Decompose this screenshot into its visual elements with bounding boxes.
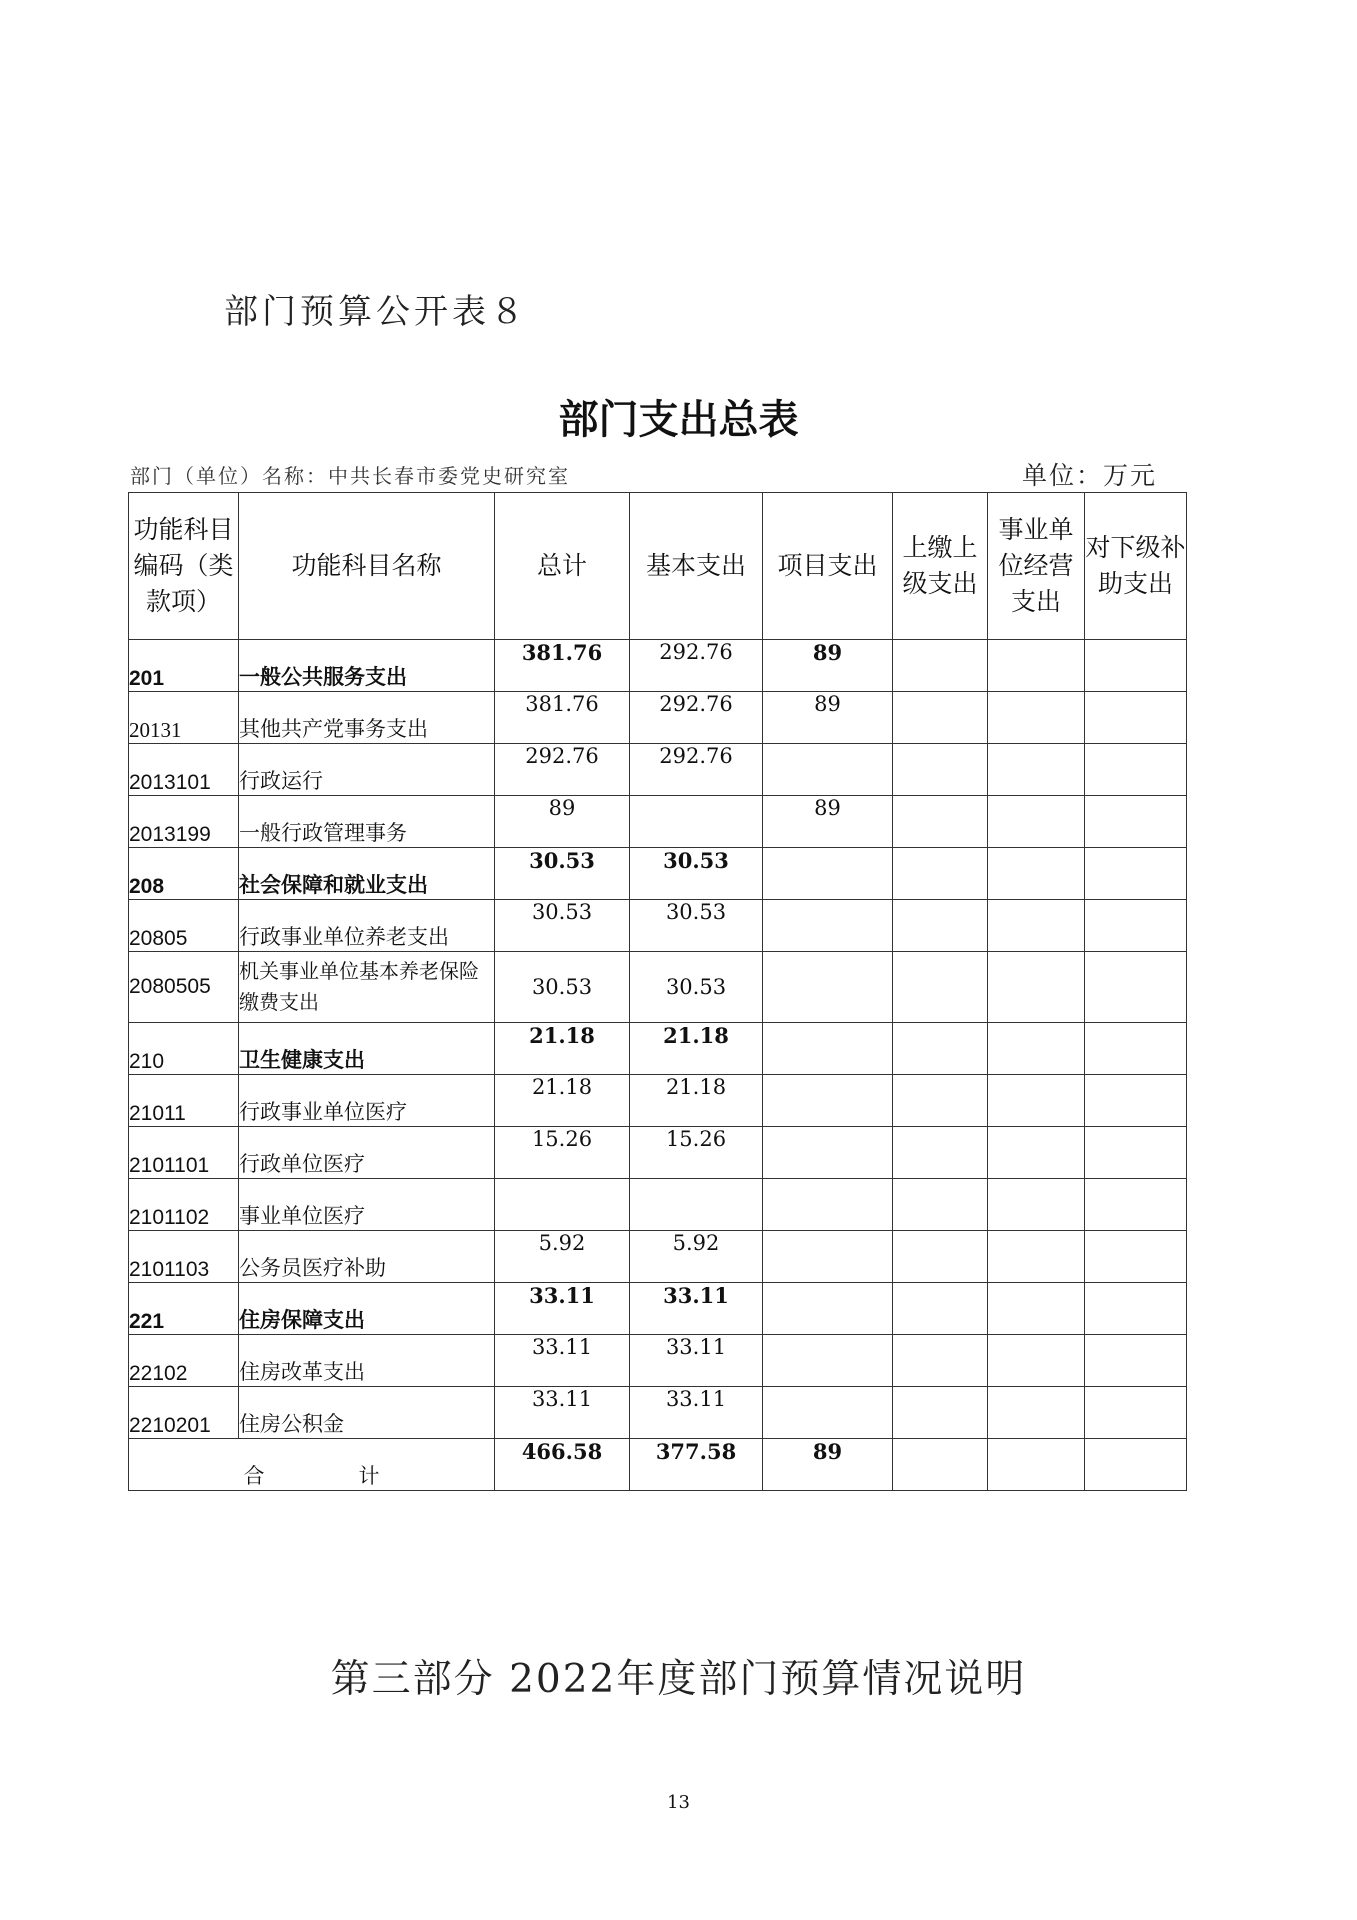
row-basic: 15.26 [630,1127,763,1179]
row-subsidy [1085,1179,1187,1231]
row-code: 2101103 [129,1231,239,1283]
row-upper [893,1387,988,1439]
row-project [763,1387,893,1439]
row-upper [893,952,988,1023]
row-total: 30.53 [495,848,630,900]
row-subsidy [1085,1283,1187,1335]
table-row [129,1231,1187,1283]
row-basic [630,1179,763,1231]
total-label-a: 合 [243,1464,265,1488]
row-total: 15.26 [495,1127,630,1179]
row-project [763,1127,893,1179]
row-name: 行政事业单位养老支出 [239,900,495,952]
row-subsidy [1085,692,1187,744]
row-upper [893,1231,988,1283]
row-project [763,744,893,796]
row-code: 201 [129,640,239,692]
row-subsidy [1085,900,1187,952]
row-name: 社会保障和就业支出 [239,848,495,900]
row-subsidy [1085,848,1187,900]
section-title: 第三部分 2022年度部门预算情况说明 [330,1657,1027,1702]
row-business [988,1387,1085,1439]
row-subsidy [1085,1127,1187,1179]
row-business [988,692,1085,744]
table-row [129,952,1187,1023]
row-project [763,952,893,1023]
row-project: 89 [763,796,893,848]
row-name: 行政单位医疗 [239,1127,495,1179]
row-subsidy [1085,1387,1187,1439]
row-project [763,1335,893,1387]
row-upper [893,900,988,952]
total-business [988,1439,1085,1491]
table-header-row [129,493,1187,640]
row-total [495,1179,630,1231]
table-row [129,1335,1187,1387]
total-label-b: 计 [358,1464,380,1488]
row-total: 33.11 [495,1283,630,1335]
header-business: 事业单位经营支出 [988,493,1085,640]
table-row [129,692,1187,744]
table-row [129,1075,1187,1127]
row-upper [893,1127,988,1179]
document-label: 部门预算公开表８ [224,292,528,332]
row-upper [893,692,988,744]
row-upper [893,1179,988,1231]
row-code: 20131 [129,692,239,744]
row-upper [893,1335,988,1387]
row-name: 事业单位医疗 [239,1179,495,1231]
row-code: 21011 [129,1075,239,1127]
header-upper: 上缴上级支出 [893,493,988,640]
department-name: 部门（单位）名称：中共长春市委党史研究室 [130,464,570,488]
row-code: 2101102 [129,1179,239,1231]
row-code: 210 [129,1023,239,1075]
row-basic: 30.53 [630,900,763,952]
table-row [129,900,1187,952]
row-basic [630,796,763,848]
row-project [763,848,893,900]
row-basic: 21.18 [630,1023,763,1075]
row-subsidy [1085,744,1187,796]
header-total: 总计 [495,493,630,640]
row-business [988,640,1085,692]
row-total: 292.76 [495,744,630,796]
row-business [988,1075,1085,1127]
row-name: 行政事业单位医疗 [239,1075,495,1127]
row-subsidy [1085,1231,1187,1283]
table-row [129,848,1187,900]
header-name: 功能科目名称 [239,493,495,640]
page-number: 13 [667,1792,690,1813]
row-project [763,1231,893,1283]
row-upper [893,1283,988,1335]
row-name: 一般公共服务支出 [239,640,495,692]
row-business [988,1023,1085,1075]
total-basic: 377.58 [630,1439,763,1491]
total-project: 89 [763,1439,893,1491]
row-basic: 292.76 [630,692,763,744]
header-code: 功能科目编码（类款项） [129,493,239,640]
row-subsidy [1085,1335,1187,1387]
unit-label: 单位：万元 [1022,461,1158,490]
row-code: 22102 [129,1335,239,1387]
row-code: 208 [129,848,239,900]
row-project: 89 [763,692,893,744]
row-basic: 292.76 [630,640,763,692]
row-total: 5.92 [495,1231,630,1283]
table-row [129,744,1187,796]
row-total: 21.18 [495,1075,630,1127]
row-project [763,1023,893,1075]
total-row [129,1439,1187,1491]
row-name: 住房保障支出 [239,1283,495,1335]
row-total: 381.76 [495,640,630,692]
row-business [988,900,1085,952]
row-code: 2080505 [129,952,239,1023]
row-code: 20805 [129,900,239,952]
row-basic: 30.53 [630,952,763,1023]
row-project [763,1075,893,1127]
row-business [988,1127,1085,1179]
row-subsidy [1085,796,1187,848]
row-name: 住房改革支出 [239,1335,495,1387]
row-project [763,1179,893,1231]
row-subsidy [1085,1023,1187,1075]
row-name: 公务员医疗补助 [239,1231,495,1283]
total-label [129,1439,495,1491]
row-subsidy [1085,952,1187,1023]
table-row [129,1283,1187,1335]
row-basic: 33.11 [630,1335,763,1387]
row-business [988,1179,1085,1231]
row-total: 89 [495,796,630,848]
row-total: 21.18 [495,1023,630,1075]
row-total: 30.53 [495,952,630,1023]
total-total: 466.58 [495,1439,630,1491]
row-total: 30.53 [495,900,630,952]
row-project [763,900,893,952]
row-total: 33.11 [495,1387,630,1439]
total-upper [893,1439,988,1491]
row-code: 221 [129,1283,239,1335]
row-business [988,1283,1085,1335]
row-code: 2013101 [129,744,239,796]
row-upper [893,744,988,796]
table-row [129,1179,1187,1231]
row-subsidy [1085,1075,1187,1127]
row-code: 2210201 [129,1387,239,1439]
table-title: 部门支出总表 [558,397,799,443]
row-basic: 30.53 [630,848,763,900]
row-name: 行政运行 [239,744,495,796]
row-total: 33.11 [495,1335,630,1387]
header-project: 项目支出 [763,493,893,640]
table-row [129,1023,1187,1075]
row-code: 2013199 [129,796,239,848]
row-name: 卫生健康支出 [239,1023,495,1075]
row-business [988,796,1085,848]
row-name: 其他共产党事务支出 [239,692,495,744]
table-row [129,1127,1187,1179]
row-upper [893,796,988,848]
row-business [988,952,1085,1023]
row-code: 2101101 [129,1127,239,1179]
expenditure-table [128,492,1187,1491]
table-row [129,796,1187,848]
row-business [988,744,1085,796]
header-basic: 基本支出 [630,493,763,640]
table-row [129,1387,1187,1439]
header-subsidy: 对下级补助支出 [1085,493,1187,640]
row-basic: 21.18 [630,1075,763,1127]
row-business [988,1231,1085,1283]
row-name: 机关事业单位基本养老保险缴费支出 [239,952,495,1023]
row-business [988,848,1085,900]
row-upper [893,1023,988,1075]
row-basic: 33.11 [630,1387,763,1439]
table-row [129,640,1187,692]
row-business [988,1335,1085,1387]
row-name: 住房公积金 [239,1387,495,1439]
row-upper [893,1075,988,1127]
row-upper [893,848,988,900]
row-project: 89 [763,640,893,692]
row-basic: 33.11 [630,1283,763,1335]
row-upper [893,640,988,692]
row-basic: 292.76 [630,744,763,796]
row-project [763,1283,893,1335]
row-basic: 5.92 [630,1231,763,1283]
total-subsidy [1085,1439,1187,1491]
row-subsidy [1085,640,1187,692]
row-name: 一般行政管理事务 [239,796,495,848]
row-total: 381.76 [495,692,630,744]
